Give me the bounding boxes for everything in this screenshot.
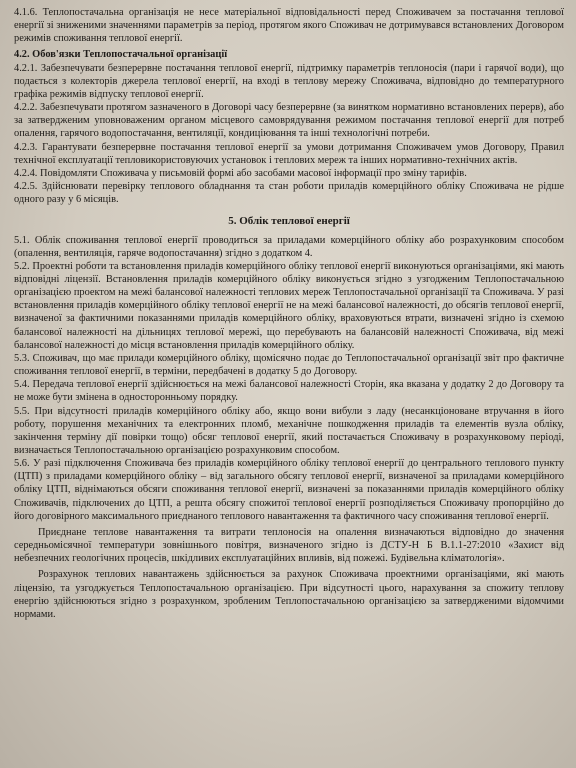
clause-4-2-4: 4.2.4. Повідомляти Споживача у письмовій формі або засобами масової інформації про зміну тарифів. — [14, 167, 467, 179]
clause-4-2-1: 4.2.1. Забезпечувати безперервне постачання теплової енергії, підтримку параметрів теплоносія (пари і гарячої води), що подається з колекторів джерела теплової енергії, на вході в теплову мережу Споживача, відповідно до температурного графіка режимів відпуску теплової енергії. — [14, 62, 564, 100]
section-5-title: 5. Облік теплової енергії — [228, 215, 350, 228]
clause-4-2-5: 4.2.5. Здійснювати перевірку теплового обладнання та стан роботи приладів комерційного обліку Споживача не рідше одного разу у 6 місяців. — [14, 181, 564, 206]
clause-5-3: 5.3. Споживач, що має прилади комерційного обліку, щомісячно подає до Теплопостачальної організації звіт про фактичне споживання теплової енергії, в терміни, передбачені в додатку 5 до Договору. — [14, 352, 564, 378]
page-bottom-edge — [262, 760, 302, 768]
document-body — [14, 6, 564, 621]
clause-5-1: 5.1. Облік споживання теплової енергії проводиться за приладами комерційного обліку або розрахунковим способом (опалення, вентиляція, гаряче водопостачання) згідно з додатком 4. — [14, 234, 564, 259]
clause-4-2-3: 4.2.3. Гарантувати безперервне постачання теплової енергії за умови дотримання Споживачем умов Договору, Правил технічної експлуатації тепловикористовуючих установок і теплових мереж та інших нормативно-технічних актів. — [14, 141, 564, 166]
paragraph-connected-load: Приєднане теплове навантаження та витрати теплоносія на опалення визначаються відповідно до значення середньомісячної температури зовнішнього повітря, визначеного згідно із ДСТУ-Н Б В.1.1-27:2010 «Захист від небезпечних геологічних процесів, шкідливих експлуатаційних впливів, від пожежі. Будівельна кліматологія». — [14, 526, 564, 565]
clause-5-5: 5.5. При відсутності приладів комерційного обліку або, якщо вони вибули з ладу (несанкціоноване втручання в його роботу, порушення механічних та електронних пломб, механічне пошкодження приладів та елементів вузла обліку, закінчення терміну дії повірки тощо) обсяг теплової енергії, який постачається Споживачу в розрахунковому періоді, визначається Теплопостачальною організацією розрахунковим способом. — [14, 405, 564, 456]
clause-5-2: 5.2. Проектні роботи та встановлення приладів комерційного обліку теплової енергії виконуються організаціями, які мають відповідні ліцензії. Встановлення приладів комерційного обліку виконується згідно з узгодженим Теплопостачальною організацією проектом на межі балансової належності теплових мереж Теплопостачальної організації та Споживача. У разі встановлення приладів комерційного обліку теплової енергії не на межі балансової належності, до обсягів теплової енергії, визначеної за фактичними показаннями приладів комерційного обліку, враховуються втрати, визначені згідно із схемою балансової належності на дільницях теплової мережі, що перебувають на балансовій належності Споживача, від межі балансової належності до місця встановлення приладів комерційного обліку. — [14, 260, 564, 351]
clause-5-6: 5.6. У разі підключення Споживача без приладів комерційного обліку теплової енергії до центрального теплового пункту (ЦТП) з приладами комерційного обліку – від загального обсягу теплової енергії, визначеної за приладами комерційного обліку ЦТП, віднімаються обсяги споживання теплової енергії, визначені за показаннями приладів комерційного обліку Споживачів, підключених до ЦТП, а решта обсягу спожитої теплової енергії розподіляється Споживачу пропорційно до його договірного максимального приєднаного теплового навантаження та фактичного часу споживання теплової енергії. — [14, 458, 564, 522]
clause-4-2-2: 4.2.2. Забезпечувати протягом зазначеного в Договорі часу безперервне (за винятком нормативно встановлених перерв), або за затвердженим уповноваженим органом місцевого самоврядування режимом постачання теплової енергії для потреб опалення, гарячого водопостачання, вентиляції, кондиціювання та інші технологічні потреби. — [14, 102, 564, 140]
clause-4-1-6: 4.1.6. Теплопостачальна організація не несе матеріальної відповідальності перед Споживачем за постачання теплової енергії зі зниженими значеннями параметрів за період, протягом якого Споживач не дотримувався встановлених Договором режимів споживання теплової енергії. — [14, 7, 564, 45]
clause-5-4: 5.4. Передача теплової енергії здійснюється на межі балансової належності Сторін, яка вказана у додатку 2 до Договору та не може бути змінена в односторонньому порядку. — [14, 379, 564, 404]
section-4-2-heading: 4.2. Обов'язки Теплопостачальної організації — [14, 49, 228, 61]
paragraph-load-calculation: Розрахунок теплових навантажень здійснюється за рахунок Споживача проектними організаціями, які мають ліцензію, та узгоджується Теплопостачальною організацією. При відсутності цього, нарахування за спожиту теплову енергію здійснюються згідно з розрахунком, зробленим Теплопостачальною організацією за затвердженими відомчими нормами. — [14, 569, 564, 620]
